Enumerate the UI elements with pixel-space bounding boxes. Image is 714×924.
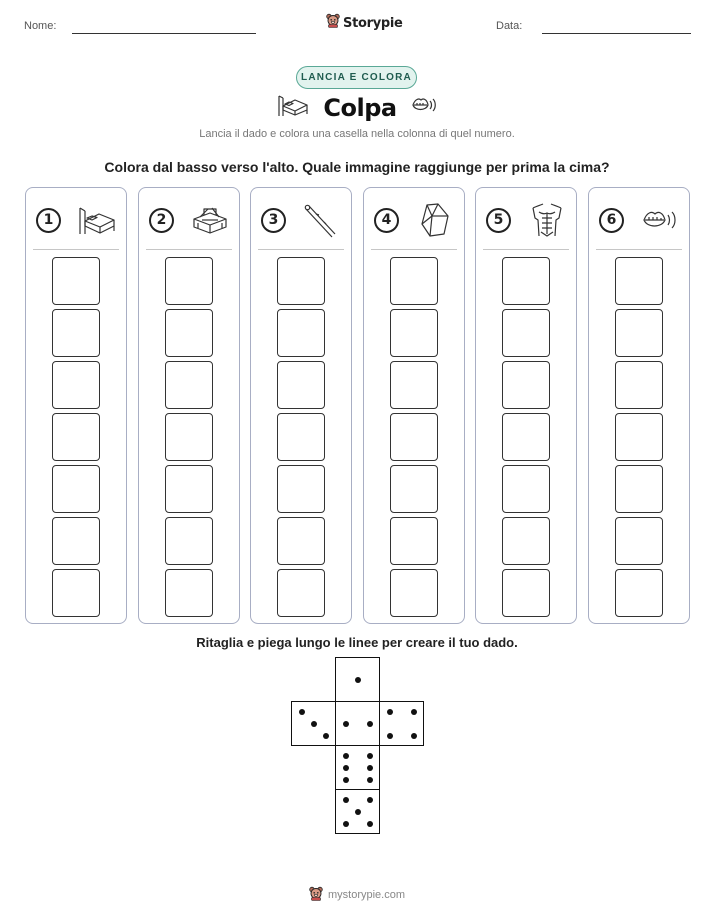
color-cell[interactable] xyxy=(52,361,100,409)
column-header xyxy=(599,202,681,238)
color-cell[interactable] xyxy=(615,361,663,409)
color-cell[interactable] xyxy=(502,413,550,461)
name-line xyxy=(72,33,256,34)
color-cell[interactable] xyxy=(165,569,213,617)
dice-pip xyxy=(367,753,373,759)
color-cell[interactable] xyxy=(165,361,213,409)
column-divider xyxy=(146,249,232,250)
color-cell[interactable] xyxy=(615,309,663,357)
dice-pip xyxy=(343,821,349,827)
dice-face xyxy=(379,701,424,746)
date-label: Data: xyxy=(496,20,523,32)
dice-pip xyxy=(367,777,373,783)
column-1 xyxy=(25,187,127,624)
color-cell[interactable] xyxy=(390,413,438,461)
column-6 xyxy=(588,187,690,624)
dice-pip xyxy=(323,733,329,739)
column-number: 4 xyxy=(374,208,399,233)
color-cell[interactable] xyxy=(277,257,325,305)
color-cell[interactable] xyxy=(390,361,438,409)
color-cell[interactable] xyxy=(277,569,325,617)
dice-pip xyxy=(355,677,361,683)
dice-pip xyxy=(343,797,349,803)
color-cell[interactable] xyxy=(390,465,438,513)
color-cell[interactable] xyxy=(615,517,663,565)
column-3 xyxy=(250,187,352,624)
column-header xyxy=(36,202,118,238)
color-cell[interactable] xyxy=(502,309,550,357)
color-cell[interactable] xyxy=(52,517,100,565)
color-cell[interactable] xyxy=(165,309,213,357)
color-cell[interactable] xyxy=(615,465,663,513)
dice-face xyxy=(335,789,380,834)
color-cell[interactable] xyxy=(165,465,213,513)
dice-pip xyxy=(311,721,317,727)
color-cell[interactable] xyxy=(52,569,100,617)
dice-pip xyxy=(367,765,373,771)
color-cell[interactable] xyxy=(52,413,100,461)
dice-pip xyxy=(343,753,349,759)
instruction: Colora dal basso verso l'alto. Quale immagine raggiunge per prima la cima? xyxy=(104,159,610,175)
color-cell[interactable] xyxy=(502,517,550,565)
dice-face xyxy=(335,745,380,790)
name-label: Nome: xyxy=(24,20,57,32)
cut-instruction: Ritaglia e piega lungo le linee per creare il tuo dado. xyxy=(196,635,518,650)
dice-pip xyxy=(355,809,361,815)
footer xyxy=(0,886,714,904)
color-cell[interactable] xyxy=(390,309,438,357)
color-cell[interactable] xyxy=(277,361,325,409)
color-cell[interactable] xyxy=(165,517,213,565)
column-number: 5 xyxy=(486,208,511,233)
color-cell[interactable] xyxy=(615,413,663,461)
column-header xyxy=(374,202,456,238)
dice-pip xyxy=(343,721,349,727)
bear-mascot-icon xyxy=(326,13,340,33)
color-cell[interactable] xyxy=(52,309,100,357)
date-line xyxy=(542,33,691,34)
dice-face xyxy=(291,701,336,746)
color-cell[interactable] xyxy=(502,361,550,409)
column-2 xyxy=(138,187,240,624)
color-cell[interactable] xyxy=(390,569,438,617)
color-cell[interactable] xyxy=(390,517,438,565)
page-title: Colpa xyxy=(323,93,397,122)
torso-icon xyxy=(526,201,568,239)
subtitle: Lancia il dado e colora una casella nella colonna di quel numero. xyxy=(199,128,515,140)
column-header xyxy=(486,202,568,238)
dice-pip xyxy=(343,777,349,783)
color-cell[interactable] xyxy=(615,257,663,305)
column-number: 6 xyxy=(599,208,624,233)
mouth-icon xyxy=(639,201,681,239)
column-divider xyxy=(33,249,119,250)
column-header xyxy=(149,202,231,238)
brand-name: Storypie xyxy=(343,15,403,31)
column-number: 2 xyxy=(149,208,174,233)
color-cell[interactable] xyxy=(165,257,213,305)
stick-icon xyxy=(301,201,343,239)
rock-icon xyxy=(414,201,456,239)
dice-pip xyxy=(367,797,373,803)
column-number: 1 xyxy=(36,208,61,233)
dice-face xyxy=(335,701,380,746)
column-number: 3 xyxy=(261,208,286,233)
color-cell[interactable] xyxy=(165,413,213,461)
title-row xyxy=(0,92,714,123)
footer-url: mystorypie.com xyxy=(327,889,406,901)
color-cell[interactable] xyxy=(502,257,550,305)
column-divider xyxy=(483,249,569,250)
dice-pip xyxy=(367,821,373,827)
bear-mascot-icon xyxy=(309,886,323,904)
color-cell[interactable] xyxy=(502,569,550,617)
color-cell[interactable] xyxy=(502,465,550,513)
dice-pip xyxy=(387,709,393,715)
column-divider xyxy=(258,249,344,250)
dice-pip xyxy=(411,733,417,739)
bed-icon xyxy=(76,201,118,239)
color-cell[interactable] xyxy=(615,569,663,617)
dice-pip xyxy=(411,709,417,715)
column-4 xyxy=(363,187,465,624)
color-cell[interactable] xyxy=(277,517,325,565)
dice-pip xyxy=(343,765,349,771)
color-cell[interactable] xyxy=(277,413,325,461)
activity-badge: LANCIA E COLORA xyxy=(296,66,417,89)
brand-logo xyxy=(326,13,403,33)
bed-icon xyxy=(277,92,309,123)
toolbox-icon xyxy=(189,201,231,239)
dice-pip xyxy=(387,733,393,739)
column-header xyxy=(261,202,343,238)
color-cell[interactable] xyxy=(277,465,325,513)
color-cell[interactable] xyxy=(52,257,100,305)
dice-pip xyxy=(367,721,373,727)
color-cell[interactable] xyxy=(277,309,325,357)
dice-pip xyxy=(299,709,305,715)
mouth-icon xyxy=(411,95,437,120)
dice-face xyxy=(335,657,380,702)
column-divider xyxy=(371,249,457,250)
color-cell[interactable] xyxy=(52,465,100,513)
column-5 xyxy=(475,187,577,624)
color-cell[interactable] xyxy=(390,257,438,305)
column-divider xyxy=(596,249,682,250)
